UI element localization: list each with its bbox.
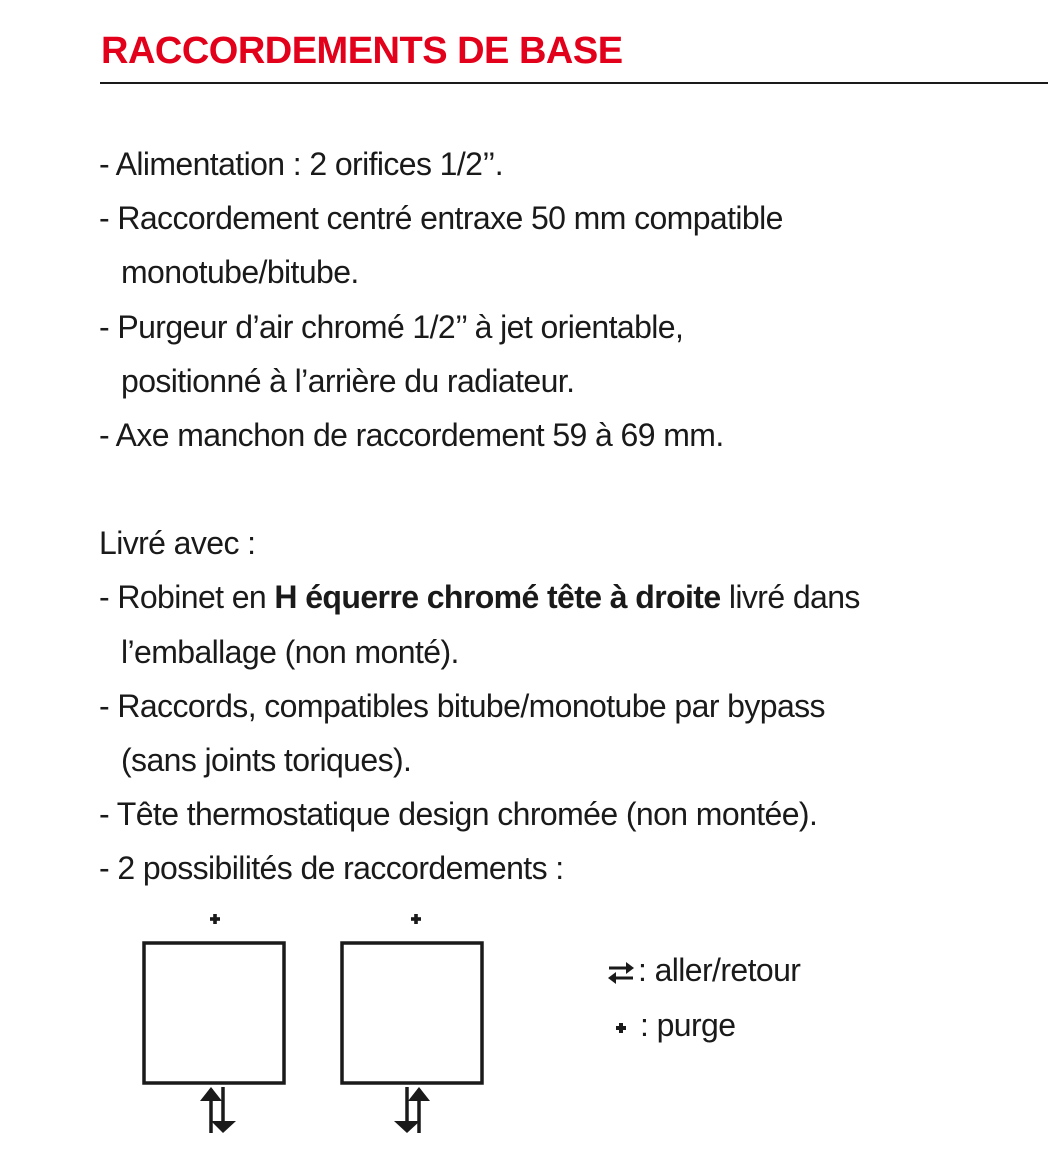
- up-down-arrows-icon: [200, 1087, 236, 1133]
- item-possibilites: - 2 possibilités de raccordements :: [99, 850, 564, 886]
- item-tete: - Tête thermostatique design chromée (non montée).: [99, 796, 818, 832]
- spec-line-alimentation: - Alimentation : 2 orifices 1/2’’.: [99, 146, 504, 182]
- down-up-arrows-icon: [394, 1087, 430, 1133]
- item-raccords-cont: (sans joints toriques).: [121, 742, 412, 778]
- title-underline: [100, 82, 1048, 84]
- livre-avec-heading: Livré avec :: [99, 525, 256, 561]
- spec-line-raccordement: - Raccordement centré entraxe 50 mm compatible: [99, 200, 783, 236]
- item-robinet: - Robinet en H équerre chromé tête à droite livré dans: [99, 579, 860, 615]
- spec-line-purgeur: - Purgeur d’air chromé 1/2’’ à jet orientable,: [99, 309, 684, 345]
- legend-purge: : purge: [606, 1005, 735, 1045]
- connection-diagrams: [120, 895, 540, 1150]
- spec-line-raccordement-cont: monotube/bitube.: [121, 254, 359, 290]
- plus-icon: [608, 1015, 634, 1041]
- item-robinet-cont: l’emballage (non monté).: [121, 634, 459, 670]
- spec-line-axe: - Axe manchon de raccordement 59 à 69 mm.: [99, 417, 724, 453]
- diagram-option-2: [342, 914, 482, 1133]
- legend-aller-retour: : aller/retour: [606, 950, 800, 990]
- diagram-option-1: [144, 914, 284, 1133]
- swap-arrows-icon: [606, 958, 636, 988]
- spec-line-purgeur-cont: positionné à l’arrière du radiateur.: [121, 363, 575, 399]
- plus-icon: [411, 914, 421, 924]
- item-raccords: - Raccords, compatibles bitube/monotube par bypass: [99, 688, 825, 724]
- plus-icon: [210, 914, 220, 924]
- robinet-highlight: H équerre chromé tête à droite: [274, 579, 721, 615]
- section-title: RACCORDEMENTS DE BASE: [101, 30, 623, 72]
